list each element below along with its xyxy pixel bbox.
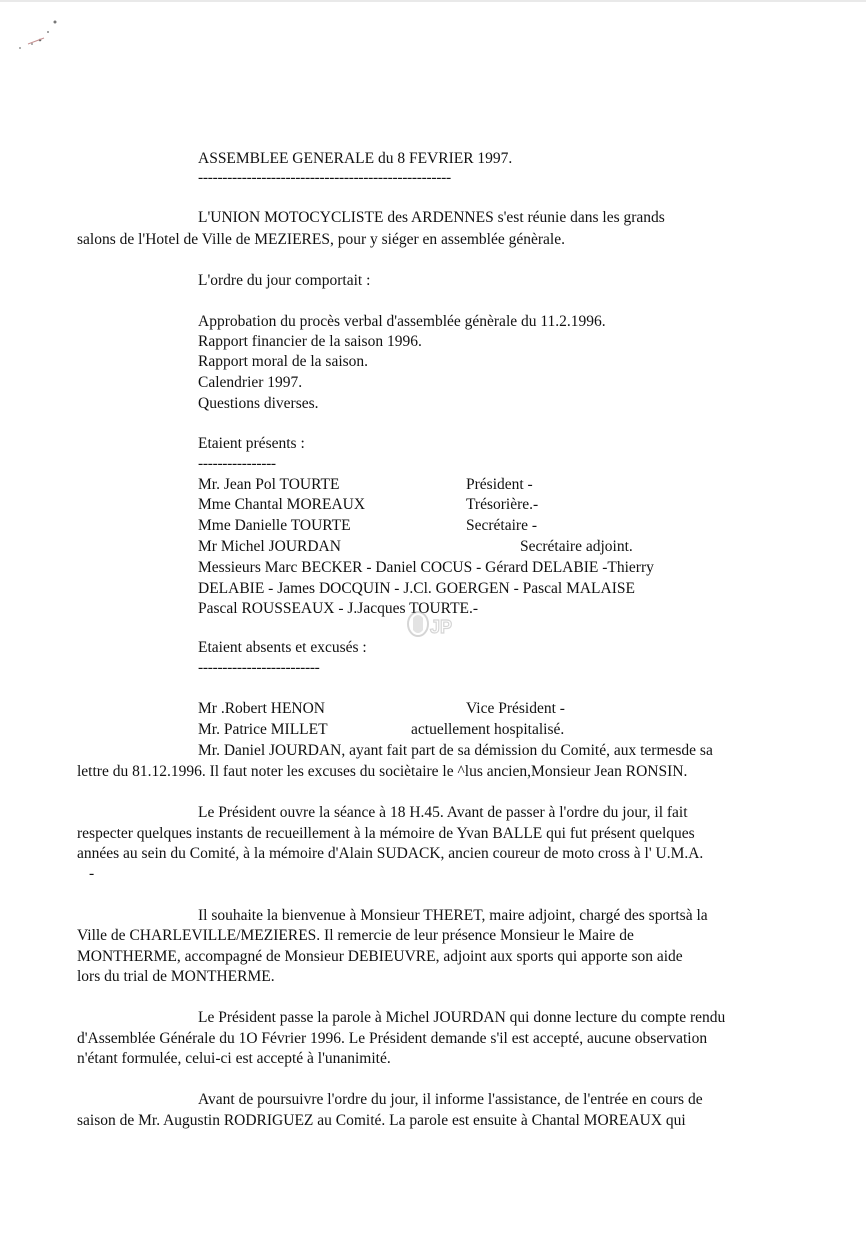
paragraph-line: années au sein du Comité, à la mémoire d'Alain SUDACK, ancien coureur de moto cross à l' U.M.A. (77, 845, 704, 862)
paragraph-line: Le Président ouvre la séance à 18 H.45. Avant de passer à l'ordre du jour, il fait (198, 804, 688, 821)
paragraph-line: - (89, 865, 95, 882)
absent-underline: ------------------------- (198, 659, 320, 676)
paragraph-line: d'Assemblée Générale du 1O Février 1996. Le Président demande s'il est accepté, aucune observation (77, 1030, 708, 1047)
agenda-item: Rapport financier de la saison 1996. (198, 333, 422, 350)
agenda-item: Rapport moral de la saison. (198, 353, 369, 370)
agenda-heading: L'ordre du jour comportait : (198, 272, 371, 289)
members-line-3: Pascal ROUSSEAUX - J.Jacques TOURTE.- (198, 600, 479, 617)
paragraph-line: n'étant formulée, celui-ci est accepté à l'unanimité. (77, 1050, 391, 1067)
agenda-item: Questions diverses. (198, 395, 319, 412)
present-underline: ---------------- (198, 455, 276, 472)
resignation-line-2: lettre du 81.12.1996. Il faut noter les excuses du sociètaire le ^lus ancien,Monsieur Jean RONSIN. (77, 763, 688, 780)
present-role: Secrétaire adjoint. (520, 538, 633, 555)
svg-text:JP: JP (430, 617, 453, 637)
paragraph-line: Ville de CHARLEVILLE/MEZIERES. Il remercie de leur présence Monsieur le Maire de (77, 927, 634, 944)
scan-edge (0, 0, 866, 2)
paragraph-line: saison de Mr. Augustin RODRIGUEZ au Comité. La parole est ensuite à Chantal MOREAUX qui (77, 1112, 686, 1129)
present-name: Mr. Jean Pol TOURTE (198, 476, 340, 493)
present-role: Trésorière.- (466, 496, 539, 513)
resignation-line-1: Mr. Daniel JOURDAN, ayant fait part de sa démission du Comité, aux termesde sa (198, 742, 713, 759)
present-role: Président - (466, 476, 533, 493)
absent-role: actuellement hospitalisé. (411, 721, 565, 738)
present-name: Mr Michel JOURDAN (198, 538, 341, 555)
absent-name: Mr .Robert HENON (198, 700, 325, 717)
document-title: ASSEMBLEE GENERALE du 8 FEVRIER 1997. (198, 150, 513, 167)
present-heading: Etaient présents : (198, 435, 305, 452)
intro-line-1: L'UNION MOTOCYCLISTE des ARDENNES s'est réunie dans les grands (198, 209, 665, 226)
paragraph-line: Le Président passe la parole à Michel JOURDAN qui donne lecture du compte rendu (198, 1009, 726, 1026)
present-name: Mme Danielle TOURTE (198, 517, 351, 534)
paragraph-line: lors du trial de MONTHERME. (77, 968, 275, 985)
absent-role: Vice Président - (466, 700, 565, 717)
absent-name: Mr. Patrice MILLET (198, 721, 328, 738)
scan-speck-marks (10, 14, 70, 54)
members-line-1: Messieurs Marc BECKER - Daniel COCUS - Gérard DELABIE -Thierry (198, 559, 654, 576)
paragraph-line: Avant de poursuivre l'ordre du jour, il informe l'assistance, de l'entrée en cours de (198, 1091, 703, 1108)
members-line-2: DELABIE - James DOCQUIN - J.Cl. GOERGEN - Pascal MALAISE (198, 580, 635, 597)
agenda-item: Approbation du procès verbal d'assemblée génèrale du 11.2.1996. (198, 313, 606, 330)
present-role: Secrétaire - (466, 517, 537, 534)
absent-heading: Etaient absents et excusés : (198, 639, 367, 656)
agenda-item: Calendrier 1997. (198, 374, 303, 391)
paragraph-line: respecter quelques instants de recueillement à la mémoire de Yvan BALLE qui fut présent quelques (77, 825, 695, 842)
title-underline: ---------------------------------------------------- (198, 169, 451, 186)
present-name: Mme Chantal MOREAUX (198, 496, 366, 513)
paragraph-line: MONTHERME, accompagné de Monsieur DEBIEUVRE, adjoint aux sports qui apporte son aide (77, 948, 683, 965)
jp-watermark-logo (404, 608, 464, 642)
paragraph-line: Il souhaite la bienvenue à Monsieur THERET, maire adjoint, chargé des sportsà la (198, 907, 708, 924)
intro-line-2: salons de l'Hotel de Ville de MEZIERES, pour y siéger en assemblée génèrale. (77, 231, 565, 248)
